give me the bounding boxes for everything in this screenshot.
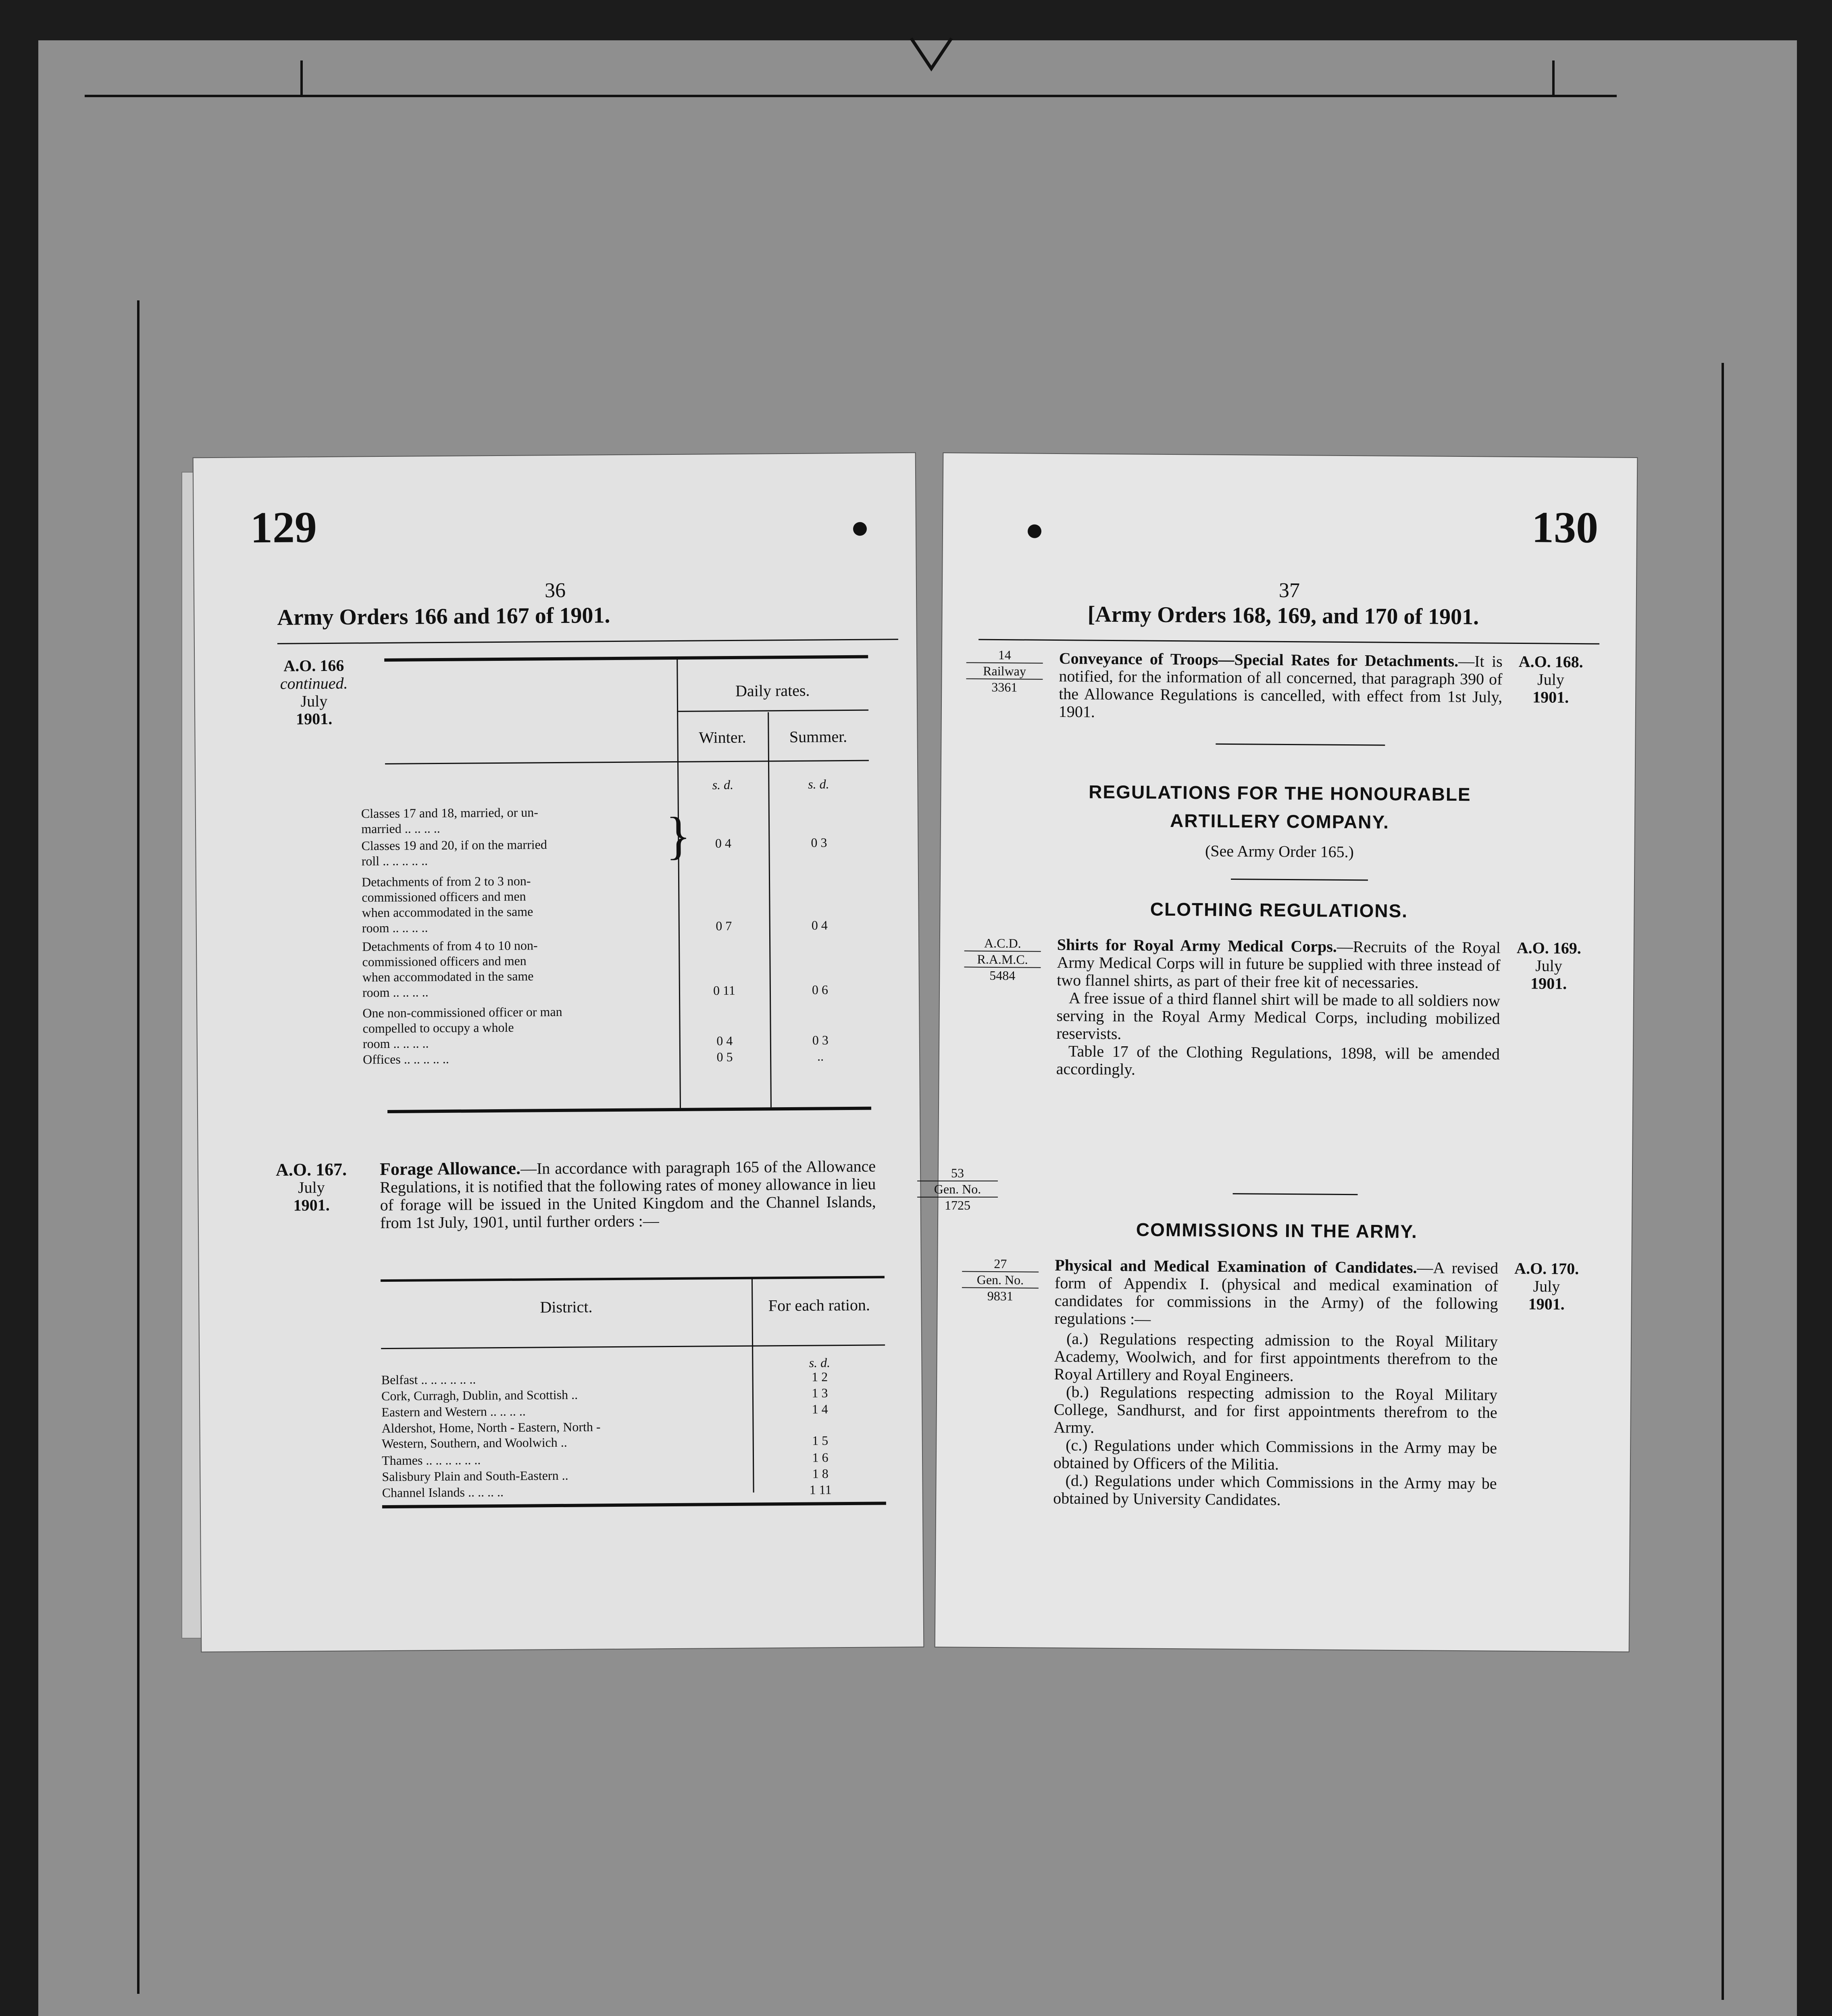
forage-bottom-rule (382, 1502, 886, 1508)
hand-page-number: 130 (1531, 502, 1599, 552)
ao168-margin (1506, 653, 1595, 707)
ao167-ref3: 1725 (945, 1198, 970, 1212)
rate-winter: 0 7 (716, 918, 732, 933)
punch-hole (853, 522, 867, 536)
rate-winter: 0 5 (716, 1049, 733, 1064)
col-district: District. (540, 1297, 593, 1316)
hac-title-1: REGULATIONS FOR THE HONOURABLE (1089, 781, 1471, 805)
ao169-marg-ref: A.O. 169. (1516, 938, 1581, 958)
ao167-margin (267, 1161, 356, 1215)
col-summer: Summer. (789, 727, 847, 746)
ao170-item-b: (b.) Regulations respecting admission to the Royal Military College, Sandhurst, and for first appointments therefrom to the Army. (1053, 1383, 1498, 1437)
rate-winter: 0 4 (716, 1033, 733, 1048)
ao167-ref: A.O. 167. (275, 1159, 347, 1180)
frame-notch (909, 36, 953, 73)
forage-unit: s. d. (809, 1355, 831, 1370)
ao170-text: —A revised form of Appendix I. (physical and medical examination of candidates for commissions in the Army) of the following regulations :— (1054, 1258, 1499, 1328)
subhead-rule (677, 710, 868, 712)
ao170-item-a: (a.) Regulations respecting admission to the Royal Military Academy, Woolwich, and for first appointments therefrom to the Royal Artillery and Royal Engineers. (1054, 1329, 1498, 1385)
ao169-date1: July (1535, 956, 1563, 975)
ao169-margin (1504, 939, 1593, 993)
rate-summer: 0 3 (811, 835, 827, 850)
rate-summer: 0 4 (811, 918, 828, 933)
section-rule (1233, 1193, 1358, 1195)
ao168-body (1059, 650, 1503, 724)
frame-left-line (137, 300, 139, 1994)
table-top-rule (384, 655, 868, 662)
ao169-ref3: 5484 (989, 968, 1016, 983)
forage-district: Channel Islands .. .. .. .. (382, 1484, 504, 1500)
forage-rate: 1 6 (812, 1450, 829, 1465)
ao168-date2: 1901. (1532, 688, 1569, 706)
forage-district: Thames .. .. .. .. .. .. (381, 1452, 481, 1468)
brace: } (665, 806, 691, 865)
rate-row-label: One non-commissioned officer or man compelled to occupy a whole room .. .. .. .. (362, 1004, 562, 1051)
ao168-title: Conveyance of Troops—Special Rates for Detachments. (1059, 649, 1459, 670)
unit-summer: s. d. (808, 777, 829, 791)
ao169-ref2: R.A.M.C. (964, 950, 1041, 968)
open-book (169, 456, 1641, 1649)
forage-top-rule (381, 1276, 885, 1282)
table-bottom-rule (387, 1107, 871, 1113)
ao170-ref (962, 1256, 1039, 1304)
ao166-ref: A.O. 166 (283, 656, 344, 675)
rate-row-label: Classes 17 and 18, married, or un- married .. .. .. .. (361, 805, 538, 836)
rate-winter: 0 4 (715, 835, 732, 851)
header-rule (277, 639, 898, 644)
ao168-text: —It is notified, for the information of all concerned, that paragraph 390 of the Allowance Regulations is cancelled, with effect from 1st July, 1901. (1058, 652, 1503, 721)
ao169-body (1056, 936, 1501, 1081)
forage-rate: 1 3 (812, 1385, 828, 1400)
clothing-title: CLOTHING REGULATIONS. (1150, 898, 1408, 922)
ao167-text: —In accordance with paragraph 165 of the Allowance Regulations, it is notified that the following rates of money allowance in lieu of forage will be issued in the United Kingdom and the Channel Islands, from 1st July, 1901, until further orders :— (380, 1157, 876, 1232)
rate-summer: 0 3 (812, 1033, 829, 1048)
frame-tick-left (300, 60, 303, 97)
rate-row-label: Offices .. .. .. .. .. (362, 1051, 449, 1067)
col-daily-rates: Daily rates. (735, 681, 810, 700)
ao167-title: Forage Allowance. (379, 1158, 521, 1179)
ao168-ref1: 14 (998, 647, 1011, 662)
forage-district: Belfast .. .. .. .. .. .. (381, 1372, 476, 1387)
page-header: Army Orders 166 and 167 of 1901. (277, 603, 610, 630)
ao170-title: Physical and Medical Examination of Candidates. (1055, 1256, 1417, 1277)
right-page (935, 453, 1637, 1652)
ao167-ref2: Gen. No. (917, 1181, 998, 1198)
section-rule (1216, 744, 1385, 746)
forage-district: Aldershot, Home, North - Eastern, North - Western, Southern, and Woolwich .. (381, 1419, 601, 1451)
ao167-date2: 1901. (293, 1195, 330, 1214)
forage-district: Eastern and Western .. .. .. .. (381, 1404, 526, 1420)
ao166-cont: continued. (280, 674, 348, 693)
ao166-date1: July (300, 691, 328, 710)
ao170-ref3: 9831 (987, 1288, 1013, 1304)
unit-winter: s. d. (712, 777, 734, 792)
col-winter: Winter. (699, 728, 746, 747)
frame-tick-right (1552, 60, 1555, 97)
forage-district: Salisbury Plain and South-Eastern .. (382, 1468, 568, 1484)
hac-title-2: ARTILLERY COMPANY. (1170, 810, 1390, 833)
printed-page-number: 37 (1278, 579, 1300, 602)
ao168-ref (966, 647, 1043, 695)
ao168-ref3: 3361 (991, 679, 1018, 695)
ao166-margin (275, 657, 352, 728)
ao169-para3: Table 17 of the Clothing Regulations, 1898, will be amended accordingly. (1056, 1042, 1500, 1079)
rate-summer: .. (817, 1049, 824, 1064)
ao169-text: —Recruits of the Royal Army Medical Corps will in future be supplied with three instead of two flannel shirts, as part of their free kit of necessaries. (1057, 937, 1501, 992)
ao170-item-c: (c.) Regulations under which Commissions in the Army may be obtained by Officers of the Militia. (1053, 1436, 1497, 1473)
ao170-margin (1502, 1260, 1591, 1314)
ao170-date2: 1901. (1528, 1295, 1565, 1313)
rate-summer: 0 6 (812, 982, 829, 997)
ao170-date1: July (1533, 1277, 1560, 1295)
ao166-date2: 1901. (296, 709, 333, 728)
hac-see: (See Army Order 165.) (1205, 841, 1354, 861)
section-rule (1231, 879, 1368, 881)
ao168-date1: July (1537, 670, 1564, 689)
commissions-title: COMMISSIONS IN THE ARMY. (1136, 1219, 1418, 1242)
forage-rate: 1 2 (812, 1369, 828, 1384)
ao167-gen-ref (917, 1165, 998, 1213)
header-bottom-rule (385, 760, 869, 764)
ao170-item-d: (d.) Regulations under which Commissions in the Army may be obtained by University Candidates. (1053, 1471, 1497, 1509)
rate-row-label: Detachments of from 2 to 3 non- commissioned officers and men when accommodated in the same room .. .. .. .. (361, 873, 533, 935)
forage-rate: 1 4 (812, 1402, 828, 1416)
frame-right-line (1722, 363, 1724, 2000)
ao170-body (1053, 1256, 1498, 1510)
ao169-title: Shirts for Royal Army Medical Corps. (1057, 935, 1337, 956)
ao168-ref2: Railway (966, 662, 1043, 679)
rate-winter: 0 11 (713, 983, 735, 998)
ao169-date2: 1901. (1530, 974, 1567, 993)
ao167-date1: July (298, 1178, 325, 1197)
forage-rate: 1 8 (812, 1466, 829, 1481)
ao170-marg-ref: A.O. 170. (1514, 1259, 1579, 1278)
page-header: [Army Orders 168, 169, and 170 of 1901. (1087, 602, 1479, 630)
hand-page-number: 129 (250, 502, 317, 552)
ao167-ref1: 53 (951, 1166, 964, 1180)
left-page (194, 453, 924, 1652)
col-for-each-ration: For each ration. (768, 1295, 870, 1315)
forage-rate: 1 5 (812, 1433, 829, 1448)
frame-top-line (85, 95, 1617, 97)
ao169-ref1: A.C.D. (984, 935, 1021, 951)
ao169-ref (964, 935, 1041, 983)
ao168-marg-ref: A.O. 168. (1518, 652, 1583, 671)
rate-row-label: Detachments of from 4 to 10 non- commissioned officers and men when accommodated in the same room .. .. .. .. (362, 938, 538, 1000)
ao167-body (380, 1157, 876, 1232)
forage-rate: 1 11 (809, 1482, 832, 1497)
ao170-ref2: Gen. No. (962, 1271, 1039, 1288)
rate-row-label: Classes 19 and 20, if on the married roll .. .. .. .. .. (361, 837, 547, 868)
punch-hole (1028, 524, 1041, 538)
header-rule (978, 639, 1599, 645)
forage-district: Cork, Curragh, Dublin, and Scottish .. (381, 1387, 578, 1404)
ao169-para2: A free issue of a third flannel shirt will be made to all soldiers now serving in the Royal Army Medical Corps, including mobilized reservists. (1056, 989, 1501, 1043)
ao170-ref1: 27 (994, 1256, 1007, 1271)
forage-head-rule (381, 1344, 885, 1349)
printed-page-number: 36 (544, 579, 566, 602)
